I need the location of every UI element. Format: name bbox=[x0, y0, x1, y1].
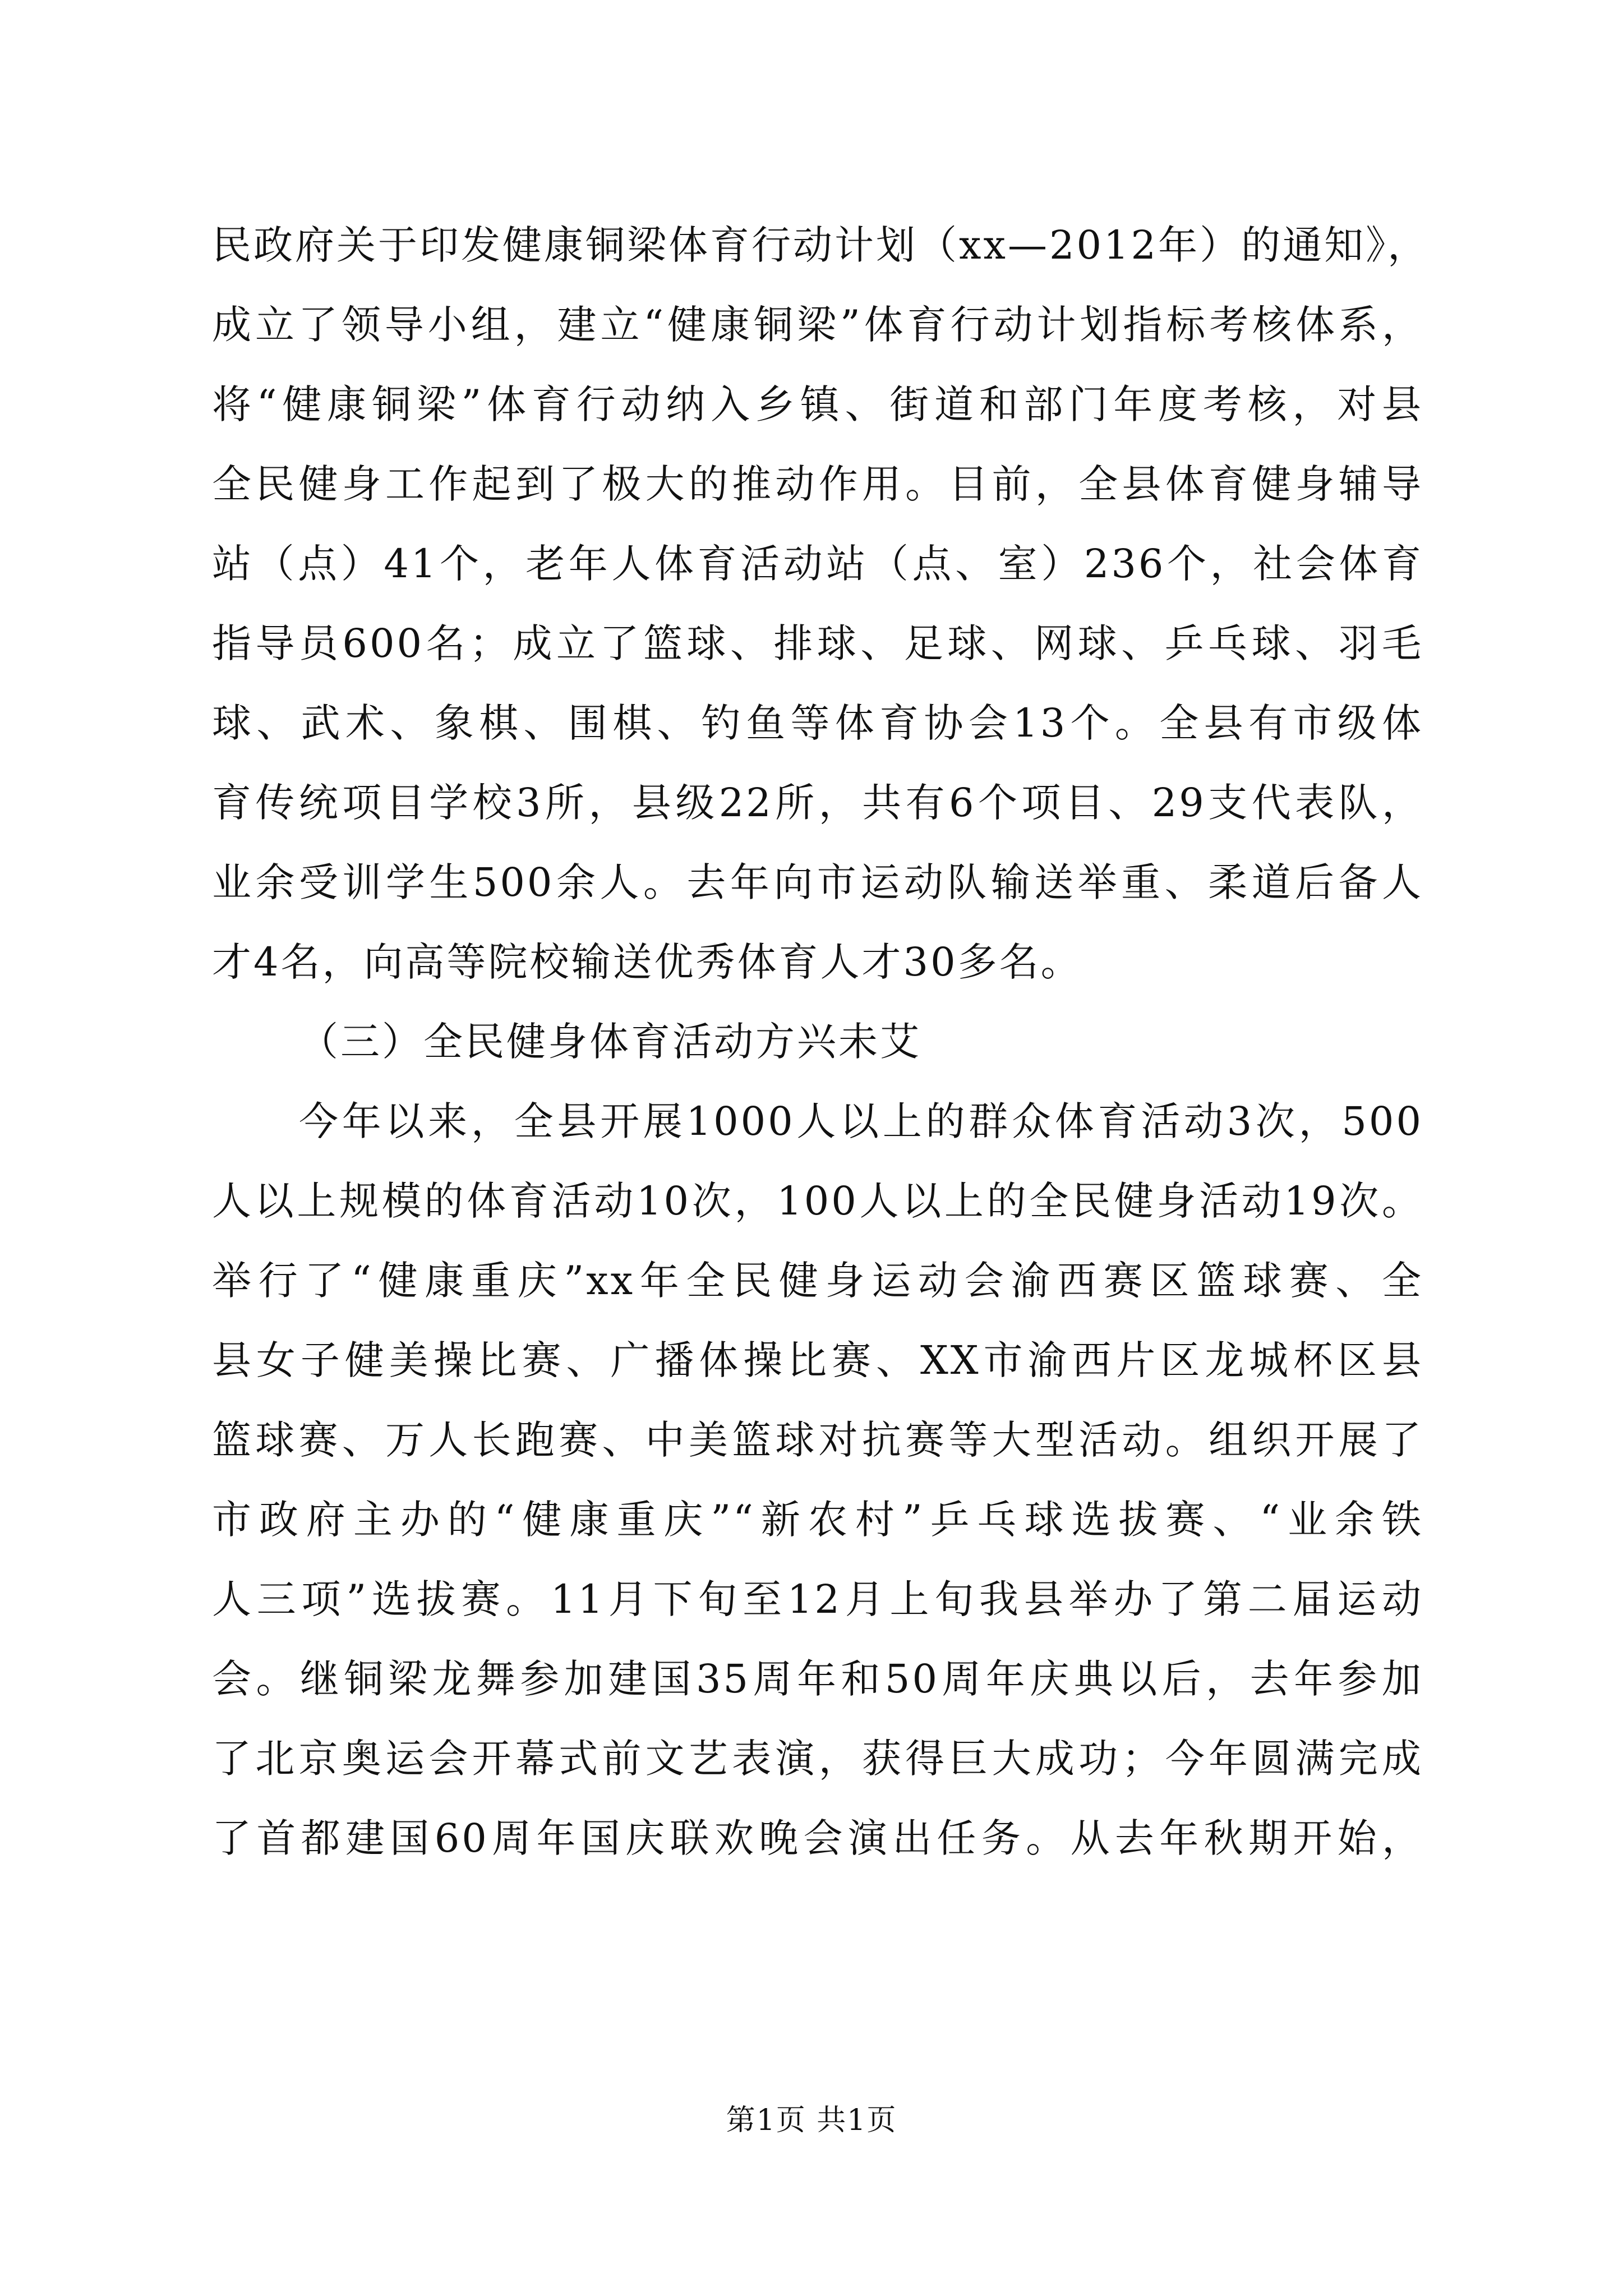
text-line: 了首都建国60周年国庆联欢晚会演出任务。从去年秋期开始， bbox=[212, 1815, 1423, 1861]
page-footer: 第1页 共1页 bbox=[726, 2104, 897, 2137]
text-line: 业余受训学生500余人。去年向市运动队输送举重、柔道后备人 bbox=[212, 859, 1423, 905]
text-line: 全民健身工作起到了极大的推动作用。目前，全县体育健身辅导 bbox=[212, 461, 1423, 507]
text-line: 县女子健美操比赛、广播体操比赛、XX市渝西片区龙城杯区县 bbox=[212, 1337, 1423, 1383]
text-line: 举行了“健康重庆”xx年全民健身运动会渝西赛区篮球赛、全 bbox=[212, 1258, 1423, 1304]
body-text bbox=[212, 205, 1430, 1878]
text-line: 指导员600名；成立了篮球、排球、足球、网球、乒乓球、羽毛 bbox=[212, 620, 1423, 666]
text-line: 球、武术、象棋、围棋、钓鱼等体育协会13个。全县有市级体 bbox=[212, 700, 1423, 746]
text-line: 篮球赛、万人长跑赛、中美篮球对抗赛等大型活动。组织开展了 bbox=[212, 1417, 1423, 1463]
text-line: 民政府关于印发健康铜梁体育行动计划（xx—2012年）的通知》， bbox=[212, 222, 1430, 268]
text-line: 会。继铜梁龙舞参加建国35周年和50周年庆典以后，去年参加 bbox=[212, 1656, 1423, 1702]
text-line: 了北京奥运会开幕式前文艺表演，获得巨大成功；今年圆满完成 bbox=[212, 1736, 1423, 1782]
text-line: 育传统项目学校3所，县级22所，共有6个项目、29支代表队， bbox=[212, 780, 1423, 826]
text-line: 人以上规模的体育活动10次，100人以上的全民健身活动19次。 bbox=[212, 1178, 1423, 1224]
paragraph-first-line: 今年以来，全县开展1000人以上的群众体育活动3次，500 bbox=[299, 1098, 1423, 1144]
text-line: 人三项”选拔赛。11月下旬至12月上旬我县举办了第二届运动 bbox=[212, 1576, 1423, 1622]
text-line: 市政府主办的“健康重庆”“新农村”乒乓球选拔赛、“业余铁 bbox=[212, 1497, 1423, 1543]
text-line: 成立了领导小组，建立“健康铜梁”体育行动计划指标考核体系， bbox=[212, 302, 1423, 348]
section-heading: （三）全民健身体育活动方兴未艾 bbox=[299, 1019, 921, 1065]
text-line: 站（点）41个，老年人体育活动站（点、室）236个，社会体育 bbox=[212, 541, 1423, 587]
text-line: 将“健康铜梁”体育行动纳入乡镇、街道和部门年度考核，对县 bbox=[212, 381, 1423, 427]
text-line: 才4名，向高等院校输送优秀体育人才30多名。 bbox=[212, 939, 1082, 985]
